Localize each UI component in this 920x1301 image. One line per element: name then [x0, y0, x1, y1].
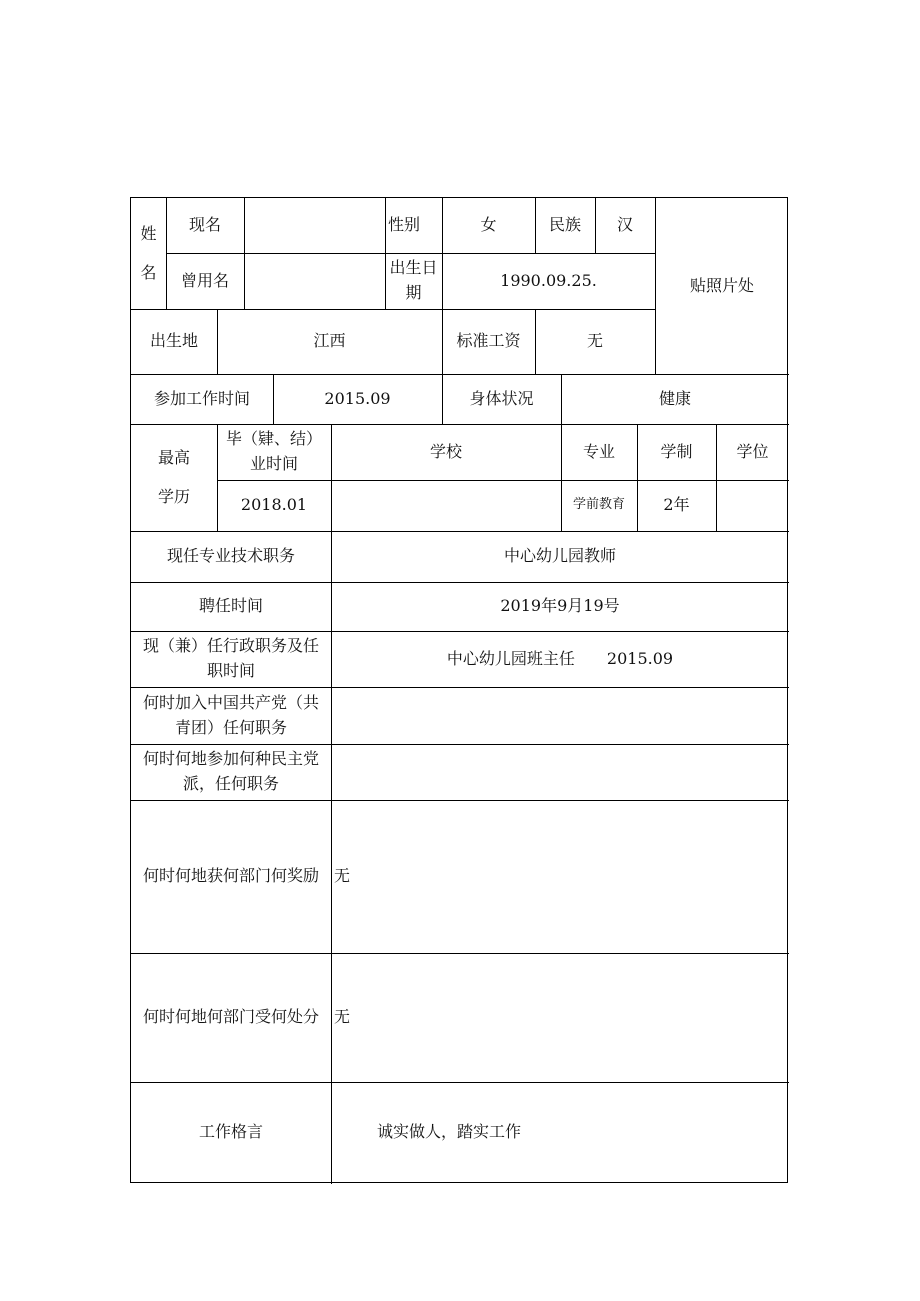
- photo-placeholder: 贴照片处: [689, 275, 754, 295]
- birth-date-label: 出生日期: [389, 258, 438, 302]
- duration-value: 2年: [663, 495, 690, 515]
- democratic-party-value: [331, 744, 789, 800]
- major-label: 专业: [582, 441, 615, 461]
- current-name-label: 现名: [188, 215, 221, 235]
- birthplace-value: 江西: [313, 331, 346, 351]
- motto-label: 工作格言: [198, 1122, 263, 1142]
- motto-value: 诚实做人，踏实工作: [377, 1122, 522, 1142]
- salary-label: 标准工资: [456, 331, 521, 351]
- appointment-label: 聘任时间: [198, 596, 263, 616]
- major-value: 学前教育: [572, 497, 625, 513]
- former-name-value: [244, 253, 385, 309]
- former-name-label: 曾用名: [180, 270, 229, 290]
- tech-position-label: 现任专业技术职务: [166, 546, 295, 566]
- school-label: 学校: [429, 441, 462, 461]
- appointment-value: 2019年9月19号: [500, 596, 620, 616]
- degree-value: [716, 480, 789, 531]
- work-start-value: 2015.09: [324, 388, 391, 408]
- duration-label: 学制: [660, 441, 693, 461]
- democratic-party-label: 何时何地参加何种民主党派，任何职务: [142, 749, 319, 793]
- birth-date-value: 1990.09.25.: [500, 270, 597, 290]
- current-name-value: [244, 198, 385, 253]
- education-label: 最高 学历: [157, 448, 190, 506]
- health-value: 健康: [658, 388, 691, 408]
- gender-label: 性别: [388, 215, 421, 235]
- salary-value: 无: [586, 331, 603, 351]
- school-value: [331, 480, 561, 531]
- birthplace-label: 出生地: [149, 331, 198, 351]
- punishments-value: 无: [334, 1007, 351, 1027]
- party-value: [331, 687, 789, 744]
- name-label: 姓名: [140, 224, 157, 282]
- personnel-form: [130, 197, 788, 1183]
- punishments-label: 何时何地何部门受何处分: [142, 1007, 319, 1027]
- degree-label: 学位: [736, 441, 769, 461]
- admin-position-value: 中心幼儿园班主任 2015.09: [446, 648, 674, 668]
- gender-value: 女: [480, 215, 497, 235]
- ethnicity-value: 汉: [616, 215, 633, 235]
- health-label: 身体状况: [469, 388, 534, 408]
- tech-position-value: 中心幼儿园教师: [503, 546, 616, 566]
- awards-label: 何时何地获何部门何奖励: [142, 866, 319, 886]
- work-start-label: 参加工作时间: [153, 388, 250, 408]
- grad-time-label: 毕（肄、结）业时间: [225, 429, 322, 473]
- ethnicity-label: 民族: [548, 215, 581, 235]
- admin-position-label: 现（兼）任行政职务及任职时间: [142, 636, 319, 680]
- awards-value: 无: [334, 866, 351, 886]
- grad-time-value: 2018.01: [240, 495, 308, 515]
- party-label: 何时加入中国共产党（共青团）任何职务: [142, 692, 319, 737]
